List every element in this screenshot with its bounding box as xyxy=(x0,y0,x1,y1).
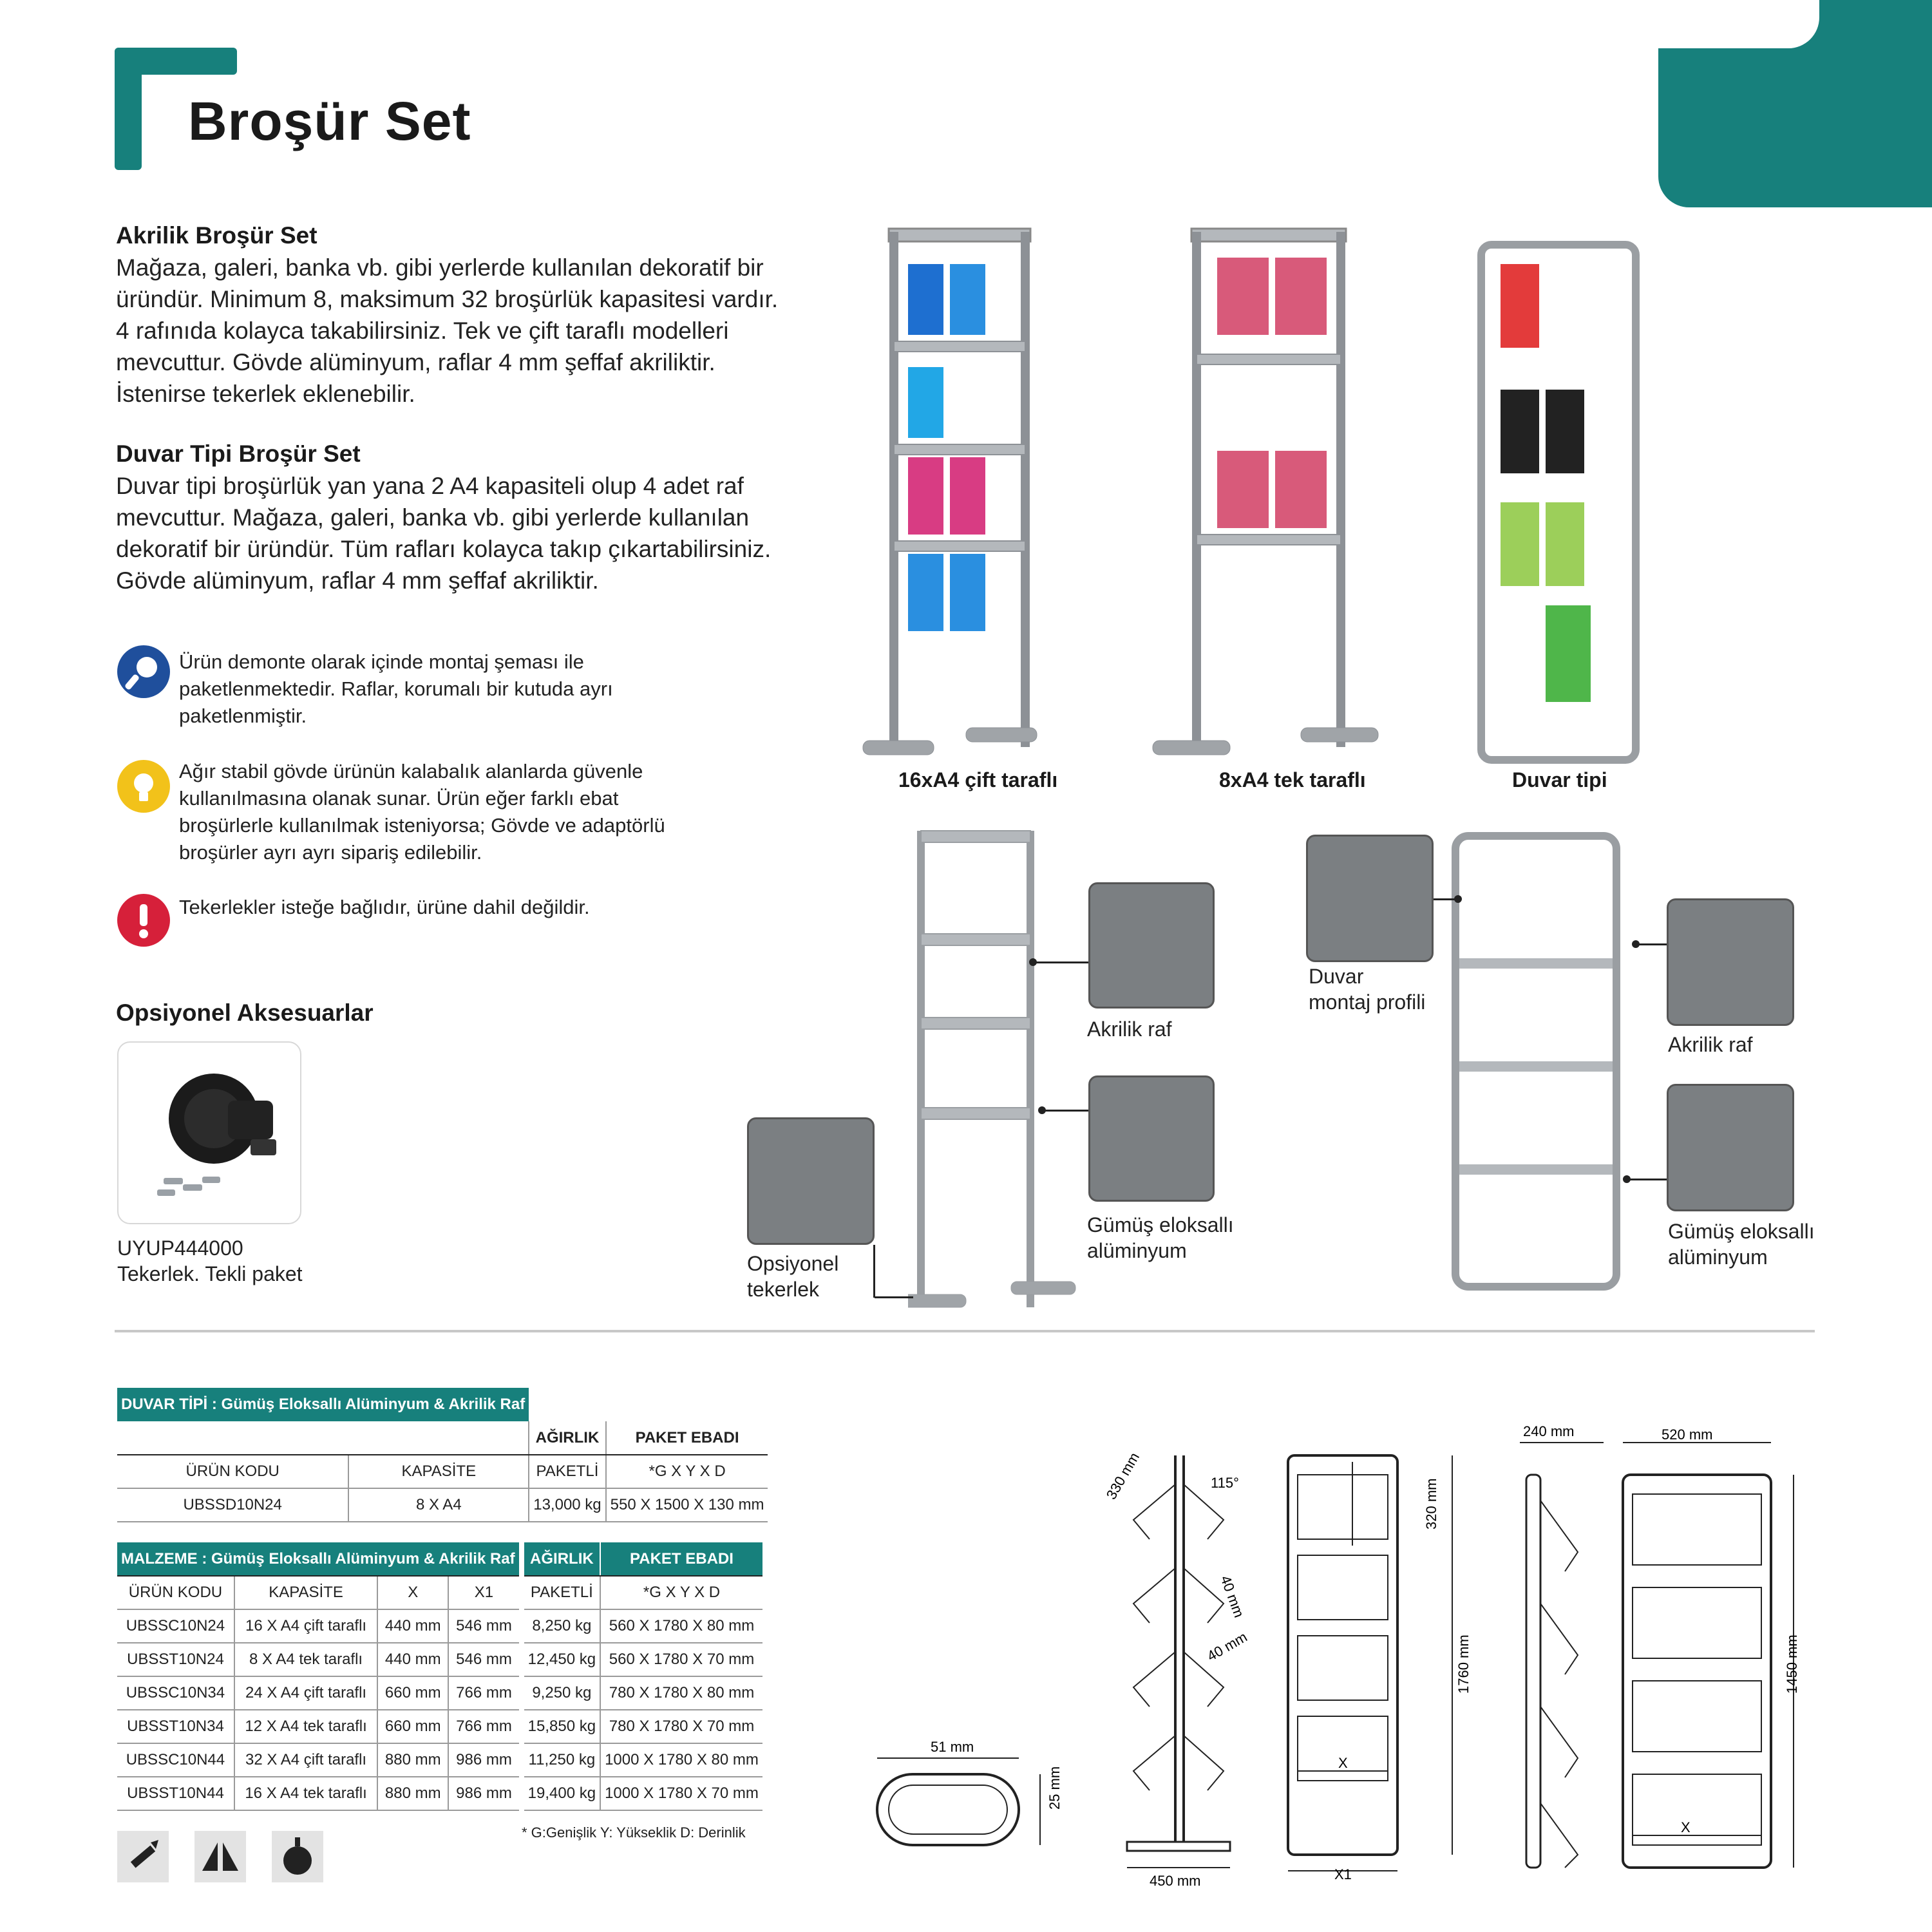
table-cell: 15,850 kg xyxy=(522,1710,600,1743)
table-footnote: * G:Genişlik Y: Yükseklik D: Derinlik xyxy=(522,1824,746,1841)
table-cell: 560 X 1780 X 70 mm xyxy=(600,1643,762,1676)
note-line: paketlenmiştir. xyxy=(179,705,307,727)
table-cell: 1000 X 1780 X 80 mm xyxy=(600,1743,762,1777)
table2-header: X xyxy=(377,1576,448,1609)
table-cell: 16 X A4 tek taraflı xyxy=(234,1777,377,1810)
table2-header: KAPASİTE xyxy=(234,1576,377,1609)
acrylic-shelf-photo-1 xyxy=(1088,882,1215,1009)
table-cell: 8 X A4 tek taraflı xyxy=(234,1643,377,1676)
table-cell: UBSSC10N24 xyxy=(117,1609,234,1643)
table-row xyxy=(117,1710,762,1743)
table-cell: 880 mm xyxy=(377,1777,448,1810)
table-cell: 986 mm xyxy=(448,1777,521,1810)
table2-header: *G X Y X D xyxy=(600,1576,762,1609)
callout-line xyxy=(1636,943,1667,945)
dim-profile-width: 51 mm xyxy=(931,1739,974,1755)
duvar-line: Gövde alüminyum, raflar 4 mm şeffaf akriliktir. xyxy=(116,567,599,594)
table-cell: 660 mm xyxy=(377,1676,448,1710)
tool-icon xyxy=(117,645,170,698)
dim-x: X xyxy=(1338,1755,1348,1771)
table-cell: UBSST10N44 xyxy=(117,1777,234,1810)
caster-icon xyxy=(272,1831,323,1882)
table-cell: 24 X A4 çift taraflı xyxy=(234,1676,377,1710)
table1-group-package: PAKET EBADI xyxy=(606,1421,768,1455)
stand-frame-illustration xyxy=(908,818,1101,1320)
table-cell: 8 X A4 xyxy=(348,1488,529,1522)
dim-gap-b: 40 mm xyxy=(1204,1629,1250,1665)
table2-group-weight: AĞIRLIK xyxy=(522,1542,600,1576)
dim-depth: 330 mm xyxy=(1103,1450,1143,1502)
caster-photo xyxy=(117,1041,301,1224)
akrilik-line: İstenirse tekerlek eklenebilir. xyxy=(116,381,415,407)
table-cell: 766 mm xyxy=(448,1676,521,1710)
table-cell: 660 mm xyxy=(377,1710,448,1743)
table-row xyxy=(117,1676,762,1710)
table-cell: UBSST10N24 xyxy=(117,1643,234,1676)
duvar-line: Duvar tipi broşürlük yan yana 2 A4 kapasiteli olup 4 adet raf xyxy=(116,473,744,499)
callout-line xyxy=(873,1245,875,1298)
table-row xyxy=(117,1609,762,1643)
table1-header: ÜRÜN KODU xyxy=(117,1455,348,1488)
note-line: Ürün demonte olarak içinde montaj şeması ile xyxy=(179,650,584,673)
table-cell: 766 mm xyxy=(448,1710,521,1743)
assembly-icon xyxy=(194,1831,246,1882)
duvar-heading: Duvar Tipi Broşür Set xyxy=(116,440,361,467)
note-line: Ağır stabil gövde ürünün kalabalık alanlarda güvenle xyxy=(179,760,643,782)
table-duvar-tipi xyxy=(117,1388,768,1522)
table-cell: 880 mm xyxy=(377,1743,448,1777)
callout-gumus-1 xyxy=(1087,1212,1234,1264)
callout-text: Opsiyonel xyxy=(747,1252,839,1275)
corner-tab-notch xyxy=(1658,0,1819,48)
callout-text: tekerlek xyxy=(747,1278,820,1301)
note-line: broşürler ayrı ayrı sipariş edilebilir. xyxy=(179,841,482,864)
table-malzeme xyxy=(117,1542,762,1811)
table-cell: 546 mm xyxy=(448,1609,521,1643)
section-divider xyxy=(115,1330,1815,1332)
table-cell: 11,250 kg xyxy=(522,1743,600,1777)
note-line: paketlenmektedir. Raflar, korumalı bir kutuda ayrı xyxy=(179,677,613,700)
accessory-desc: Tekerlek. Tekli paket xyxy=(117,1262,303,1285)
callout-text: montaj profili xyxy=(1309,990,1426,1014)
table-cell: 13,000 kg xyxy=(529,1488,605,1522)
dim-wall-depth: 240 mm xyxy=(1523,1423,1575,1439)
dim-wall-x: X xyxy=(1681,1819,1690,1835)
table-cell: 12,450 kg xyxy=(522,1643,600,1676)
table-cell: 550 X 1500 X 130 mm xyxy=(606,1488,768,1522)
table-cell: 780 X 1780 X 70 mm xyxy=(600,1710,762,1743)
duvar-description xyxy=(116,470,844,596)
dim-base-width: 450 mm xyxy=(1150,1873,1201,1889)
lightbulb-icon xyxy=(117,760,170,813)
note-stability xyxy=(179,758,746,866)
dim-total-height: 1760 mm xyxy=(1455,1634,1472,1694)
akrilik-heading: Akrilik Broşür Set xyxy=(116,222,317,249)
screw-icon xyxy=(117,1831,169,1882)
duvar-line: dekoratif bir üründür. Tüm rafları kolayca takıp çıkartabilirsiniz. xyxy=(116,536,772,562)
table-row xyxy=(117,1743,762,1777)
dim-gap-a: 40 mm xyxy=(1217,1573,1247,1620)
dim-profile-height: 25 mm xyxy=(1046,1766,1063,1810)
akrilik-description xyxy=(116,252,844,410)
accessory-code: UYUP444000 xyxy=(117,1236,243,1260)
table-row xyxy=(117,1777,762,1810)
callout-line xyxy=(1042,1110,1088,1112)
table1-group-weight: AĞIRLIK xyxy=(529,1421,605,1455)
akrilik-line: Mağaza, galeri, banka vb. gibi yerlerde kullanılan dekoratif bir xyxy=(116,254,764,281)
wall-mount-photo xyxy=(1306,835,1434,962)
note-assembly xyxy=(179,649,746,730)
caption-duvar-tipi: Duvar tipi xyxy=(1512,768,1607,791)
table-cell: 16 X A4 çift taraflı xyxy=(234,1609,377,1643)
callout-duvar-montaj xyxy=(1309,963,1425,1015)
table2-header: PAKETLİ xyxy=(522,1576,600,1609)
table1-header: KAPASİTE xyxy=(348,1455,529,1488)
aluminium-profile-photo-1 xyxy=(1088,1075,1215,1202)
table1-title: DUVAR TİPİ : Gümüş Eloksallı Alüminyum & Akrilik Raf xyxy=(117,1388,529,1421)
table-cell: 546 mm xyxy=(448,1643,521,1676)
table2-header: ÜRÜN KODU xyxy=(117,1576,234,1609)
table-cell: 9,250 kg xyxy=(522,1676,600,1710)
table2-title: MALZEME : Gümüş Eloksallı Alüminyum & Akrilik Raf xyxy=(117,1542,522,1576)
table-cell: 32 X A4 çift taraflı xyxy=(234,1743,377,1777)
table-cell: 440 mm xyxy=(377,1643,448,1676)
caption-cift-tarafli: 16xA4 çift taraflı xyxy=(898,768,1058,791)
callout-akrilik-raf-2: Akrilik raf xyxy=(1668,1033,1753,1056)
table-cell: 440 mm xyxy=(377,1609,448,1643)
table-cell: 12 X A4 tek taraflı xyxy=(234,1710,377,1743)
table-cell: 19,400 kg xyxy=(522,1777,600,1810)
table2-header: X1 xyxy=(448,1576,521,1609)
page-title: Broşür Set xyxy=(188,91,471,151)
duvar-line: mevcuttur. Mağaza, galeri, banka vb. gibi yerlerde kullanılan xyxy=(116,504,750,531)
note-line: broşürlerle kullanılmak isteniyorsa; Gövde ve adaptörlü xyxy=(179,814,665,837)
dim-wall-height: 1450 mm xyxy=(1784,1634,1800,1694)
callout-line xyxy=(1434,898,1455,900)
wall-frame-illustration xyxy=(1449,829,1629,1300)
callout-line xyxy=(875,1296,913,1298)
callout-text: Duvar xyxy=(1309,965,1364,988)
aluminium-profile-photo-2 xyxy=(1667,1084,1794,1211)
table-cell: 1000 X 1780 X 70 mm xyxy=(600,1777,762,1810)
callout-text: Gümüş eloksallı xyxy=(1668,1220,1815,1243)
dim-x1: X1 xyxy=(1334,1866,1352,1882)
wheel-photo xyxy=(747,1117,875,1245)
callout-line xyxy=(1033,961,1088,963)
akrilik-line: üründür. Minimum 8, maksimum 32 broşürlük kapasitesi vardır. xyxy=(116,286,779,312)
callout-text: alüminyum xyxy=(1087,1239,1187,1262)
exclamation-icon xyxy=(117,894,170,947)
callout-opsiyonel xyxy=(747,1251,838,1302)
table-cell: 8,250 kg xyxy=(522,1609,600,1643)
callout-line xyxy=(1627,1179,1667,1180)
table-cell: 986 mm xyxy=(448,1743,521,1777)
product-stands-illustration xyxy=(857,213,1694,766)
dim-shelf-height: 320 mm xyxy=(1423,1478,1439,1530)
table-cell: UBSSD10N24 xyxy=(117,1488,348,1522)
table-cell: UBSSC10N44 xyxy=(117,1743,234,1777)
table-cell: UBSSC10N34 xyxy=(117,1676,234,1710)
callout-gumus-2 xyxy=(1668,1218,1815,1270)
table2-group-package: PAKET EBADI xyxy=(600,1542,762,1576)
dim-wall-width: 520 mm xyxy=(1662,1426,1713,1443)
table-cell: UBSST10N34 xyxy=(117,1710,234,1743)
acrylic-shelf-photo-2 xyxy=(1667,898,1794,1026)
accessories-heading: Opsiyonel Aksesuarlar xyxy=(116,999,374,1026)
table-cell: 560 X 1780 X 80 mm xyxy=(600,1609,762,1643)
akrilik-line: mevcuttur. Gövde alüminyum, raflar 4 mm şeffaf akriliktir. xyxy=(116,349,715,375)
akrilik-line: 4 rafınıda kolayca takabilirsiniz. Tek ve çift taraflı modelleri xyxy=(116,317,729,344)
table1-header: *G X Y X D xyxy=(606,1455,768,1488)
table1-header: PAKETLİ xyxy=(529,1455,605,1488)
caption-tek-tarafli: 8xA4 tek taraflı xyxy=(1219,768,1366,791)
dim-angle: 115° xyxy=(1211,1475,1239,1491)
note-wheels xyxy=(179,894,746,921)
callout-text: alüminyum xyxy=(1668,1245,1768,1269)
note-line: Tekerlekler isteğe bağlıdır, ürüne dahil değildir. xyxy=(179,896,590,918)
table-row xyxy=(117,1643,762,1676)
callout-text: Gümüş eloksallı xyxy=(1087,1213,1234,1236)
table-row xyxy=(117,1488,768,1522)
table-cell: 780 X 1780 X 80 mm xyxy=(600,1676,762,1710)
callout-akrilik-raf-1: Akrilik raf xyxy=(1087,1018,1172,1041)
note-line: kullanılmasına olanak sunar. Ürün eğer farklı ebat xyxy=(179,787,619,810)
technical-drawings xyxy=(863,1423,1816,1893)
